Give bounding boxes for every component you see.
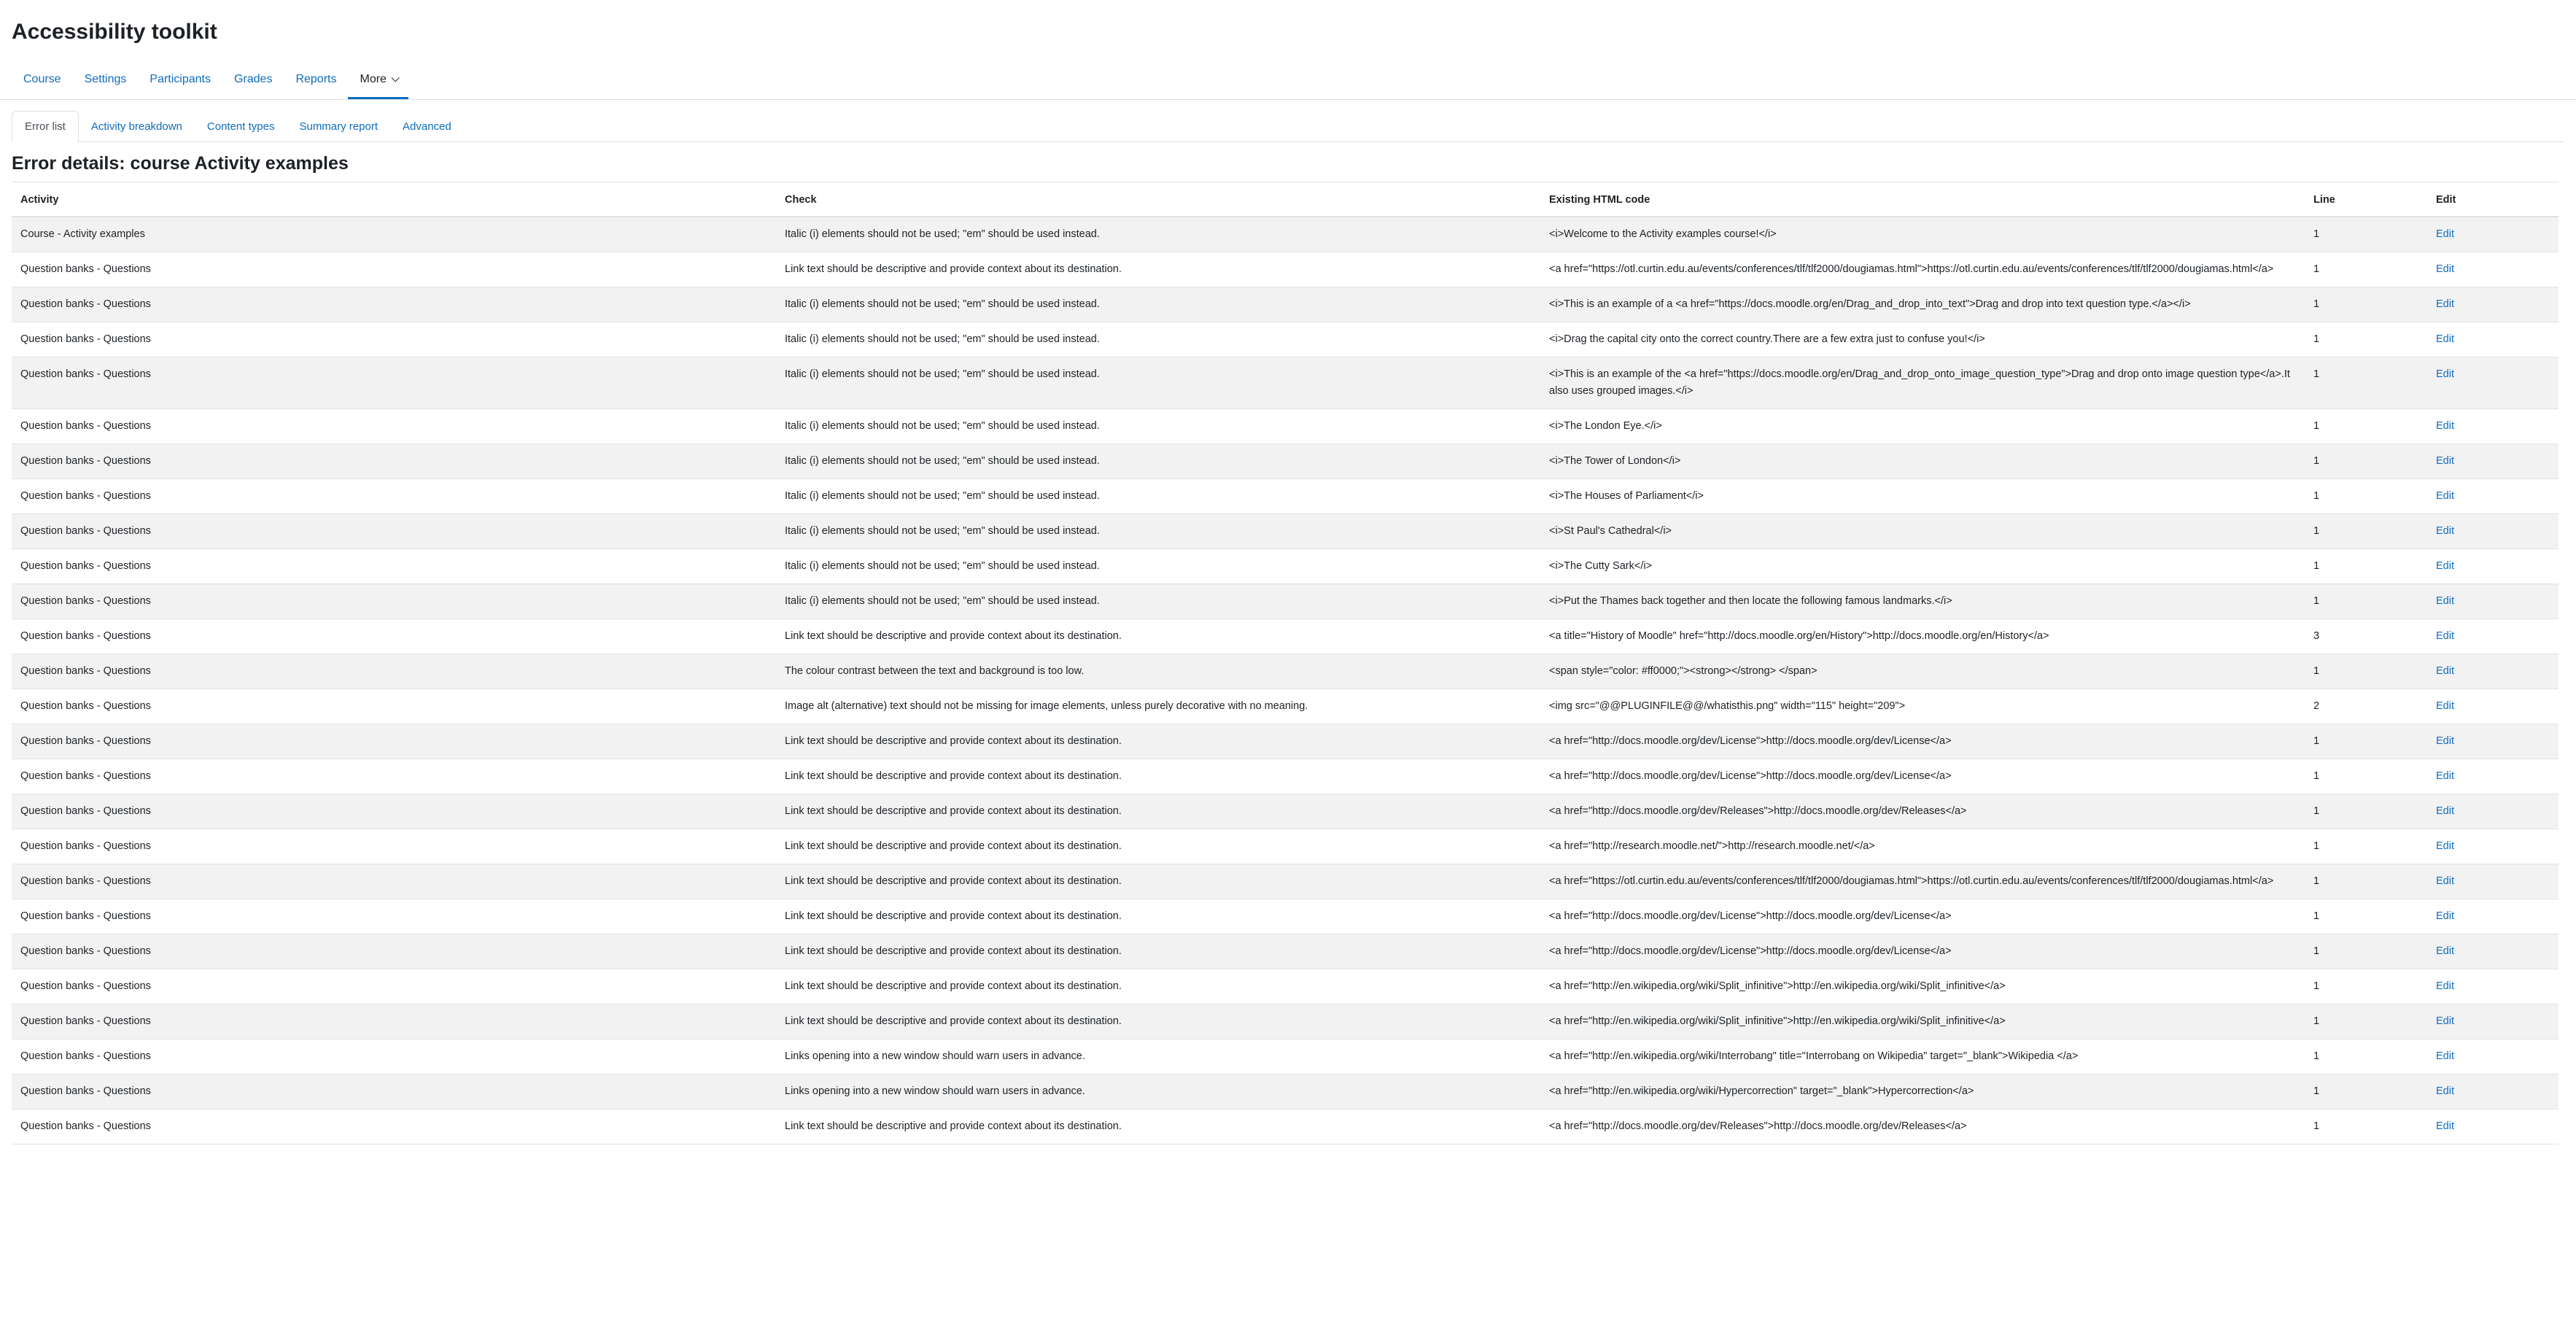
edit-cell [2427, 322, 2558, 357]
html-cell: <a href="https://otl.curtin.edu.au/events/conferences/tlf/tlf2000/dougiamas.html">https://otl.curtin.edu.au/events/conferences/tlf/tlf2000/dougiamas.html</a> [1540, 252, 2305, 287]
line-cell: 1 [2305, 899, 2427, 934]
edit-link[interactable]: Edit [2436, 700, 2454, 712]
activity-cell: Question banks - Questions [12, 864, 776, 899]
activity-cell: Question banks - Questions [12, 1039, 776, 1074]
check-cell: Link text should be descriptive and provide context about its destination. [776, 934, 1540, 969]
activity-cell: Question banks - Questions [12, 479, 776, 514]
line-cell: 1 [2305, 1004, 2427, 1039]
activity-cell: Question banks - Questions [12, 1074, 776, 1109]
check-cell: Link text should be descriptive and provide context about its destination. [776, 759, 1540, 794]
edit-cell [2427, 829, 2558, 864]
edit-link[interactable]: Edit [2436, 875, 2454, 887]
tab-advanced[interactable]: Advanced [403, 120, 451, 133]
edit-cell [2427, 969, 2558, 1004]
activity-cell: Question banks - Questions [12, 409, 776, 444]
table-row [12, 357, 2558, 409]
edit-cell [2427, 252, 2558, 287]
activity-cell: Question banks - Questions [12, 252, 776, 287]
edit-link[interactable]: Edit [2436, 735, 2454, 747]
line-cell: 3 [2305, 619, 2427, 654]
activity-cell: Question banks - Questions [12, 322, 776, 357]
table-row [12, 1004, 2558, 1039]
table-row [12, 217, 2558, 252]
edit-link[interactable]: Edit [2436, 490, 2454, 502]
line-cell: 1 [2305, 409, 2427, 444]
html-cell: <a href="http://docs.moodle.org/dev/License">http://docs.moodle.org/dev/License</a> [1540, 724, 2305, 759]
html-cell: <a title="History of Moodle" href="http://docs.moodle.org/en/History">http://docs.moodle.org/en/History</a> [1540, 619, 2305, 654]
html-cell: <i>The London Eye.</i> [1540, 409, 2305, 444]
table-row [12, 1074, 2558, 1109]
edit-cell [2427, 584, 2558, 619]
edit-cell [2427, 899, 2558, 934]
activity-cell: Question banks - Questions [12, 969, 776, 1004]
html-cell: <a href="http://docs.moodle.org/dev/License">http://docs.moodle.org/dev/License</a> [1540, 759, 2305, 794]
line-cell: 2 [2305, 689, 2427, 724]
html-cell: <i>The Cutty Sark</i> [1540, 549, 2305, 584]
activity-cell: Question banks - Questions [12, 619, 776, 654]
html-cell: <a href="https://otl.curtin.edu.au/events/conferences/tlf/tlf2000/dougiamas.html">https://otl.curtin.edu.au/events/conferences/tlf/tlf2000/dougiamas.html</a> [1540, 864, 2305, 899]
check-cell: Links opening into a new window should warn users in advance. [776, 1074, 1540, 1109]
edit-link[interactable]: Edit [2436, 333, 2454, 345]
html-cell: <i>Drag the capital city onto the correct country.There are a few extra just to confuse you!</i> [1540, 322, 2305, 357]
table-header-row [12, 182, 2558, 217]
html-cell: <i>The Tower of London</i> [1540, 444, 2305, 479]
table-row [12, 724, 2558, 759]
page-title: Accessibility toolkit [12, 20, 217, 44]
tab-summary-report[interactable]: Summary report [299, 120, 378, 133]
edit-cell [2427, 654, 2558, 689]
line-cell: 1 [2305, 654, 2427, 689]
edit-link[interactable]: Edit [2436, 525, 2454, 537]
edit-cell [2427, 934, 2558, 969]
check-cell: Italic (i) elements should not be used; "em" should be used instead. [776, 479, 1540, 514]
edit-link[interactable]: Edit [2436, 228, 2454, 240]
table-row [12, 287, 2558, 322]
check-cell: Italic (i) elements should not be used; "em" should be used instead. [776, 322, 1540, 357]
activity-cell: Question banks - Questions [12, 724, 776, 759]
edit-link[interactable]: Edit [2436, 368, 2454, 380]
line-cell: 1 [2305, 479, 2427, 514]
table-row [12, 322, 2558, 357]
tab-content-types[interactable]: Content types [206, 120, 275, 133]
edit-link[interactable]: Edit [2436, 1015, 2454, 1027]
edit-cell [2427, 794, 2558, 829]
check-cell: Italic (i) elements should not be used; "em" should be used instead. [776, 217, 1540, 252]
column-header-html[interactable]: Existing HTML code [1540, 182, 2305, 217]
edit-link[interactable]: Edit [2436, 665, 2454, 677]
nav-item-course[interactable]: Course [23, 72, 61, 85]
edit-link[interactable]: Edit [2436, 560, 2454, 572]
chevron-down-icon [391, 74, 399, 82]
edit-cell [2427, 1109, 2558, 1144]
check-cell: Image alt (alternative) text should not be missing for image elements, unless purely decorative with no meaning. [776, 689, 1540, 724]
check-cell: Italic (i) elements should not be used; "em" should be used instead. [776, 444, 1540, 479]
check-cell: Link text should be descriptive and provide context about its destination. [776, 794, 1540, 829]
table-row [12, 829, 2558, 864]
activity-cell: Question banks - Questions [12, 794, 776, 829]
edit-link[interactable]: Edit [2436, 263, 2454, 275]
edit-cell [2427, 759, 2558, 794]
table-row [12, 514, 2558, 549]
line-cell: 1 [2305, 322, 2427, 357]
html-cell: <a href="http://en.wikipedia.org/wiki/Split_infinitive">http://en.wikipedia.org/wiki/Split_infinitive</a> [1540, 1004, 2305, 1039]
check-cell: Italic (i) elements should not be used; "em" should be used instead. [776, 357, 1540, 409]
nav-item-reports[interactable]: Reports [295, 72, 337, 85]
edit-link[interactable]: Edit [2436, 910, 2454, 922]
line-cell: 1 [2305, 444, 2427, 479]
error-table-body [12, 217, 2558, 1144]
table-row [12, 444, 2558, 479]
line-cell: 1 [2305, 724, 2427, 759]
edit-cell [2427, 514, 2558, 549]
edit-cell [2427, 619, 2558, 654]
check-cell: Link text should be descriptive and provide context about its destination. [776, 969, 1540, 1004]
edit-link[interactable]: Edit [2436, 1085, 2454, 1097]
edit-link[interactable]: Edit [2436, 770, 2454, 782]
edit-cell [2427, 1074, 2558, 1109]
check-cell: Link text should be descriptive and provide context about its destination. [776, 864, 1540, 899]
line-cell: 1 [2305, 934, 2427, 969]
activity-cell: Course - Activity examples [12, 217, 776, 252]
check-cell: Italic (i) elements should not be used; "em" should be used instead. [776, 584, 1540, 619]
edit-cell [2427, 479, 2558, 514]
edit-cell [2427, 444, 2558, 479]
edit-cell [2427, 864, 2558, 899]
edit-cell [2427, 689, 2558, 724]
edit-link[interactable]: Edit [2436, 298, 2454, 310]
column-header-activity[interactable]: Activity [12, 182, 776, 217]
check-cell: The colour contrast between the text and background is too low. [776, 654, 1540, 689]
check-cell: Link text should be descriptive and provide context about its destination. [776, 1004, 1540, 1039]
edit-cell [2427, 549, 2558, 584]
edit-cell [2427, 357, 2558, 409]
edit-link[interactable]: Edit [2436, 420, 2454, 432]
edit-link[interactable]: Edit [2436, 945, 2454, 957]
activity-cell: Question banks - Questions [12, 759, 776, 794]
activity-cell: Question banks - Questions [12, 357, 776, 409]
nav-item-more-label: More [360, 72, 387, 85]
nav-divider [0, 99, 2576, 100]
html-cell: <span style="color: #ff0000;"><strong></strong> </span> [1540, 654, 2305, 689]
check-cell: Link text should be descriptive and provide context about its destination. [776, 1109, 1540, 1144]
line-cell: 1 [2305, 252, 2427, 287]
table-row [12, 1109, 2558, 1144]
edit-link[interactable]: Edit [2436, 1120, 2454, 1132]
column-header-line[interactable]: Line [2305, 182, 2427, 217]
activity-cell: Question banks - Questions [12, 654, 776, 689]
check-cell: Link text should be descriptive and provide context about its destination. [776, 829, 1540, 864]
edit-cell [2427, 287, 2558, 322]
activity-cell: Question banks - Questions [12, 287, 776, 322]
nav-item-more[interactable] [348, 61, 408, 99]
table-row [12, 584, 2558, 619]
html-cell: <i>Welcome to the Activity examples course!</i> [1540, 217, 2305, 252]
nav-item-settings[interactable]: Settings [84, 72, 127, 85]
table-row [12, 864, 2558, 899]
html-cell: <a href="http://en.wikipedia.org/wiki/Hypercorrection" target="_blank">Hypercorrection</a> [1540, 1074, 2305, 1109]
edit-link[interactable]: Edit [2436, 840, 2454, 852]
edit-link[interactable]: Edit [2436, 805, 2454, 817]
html-cell: <a href="http://en.wikipedia.org/wiki/Split_infinitive">http://en.wikipedia.org/wiki/Split_infinitive</a> [1540, 969, 2305, 1004]
edit-cell [2427, 724, 2558, 759]
activity-cell: Question banks - Questions [12, 444, 776, 479]
activity-cell: Question banks - Questions [12, 584, 776, 619]
html-cell: <img src="@@PLUGINFILE@@/whatisthis.png" width="115" height="209"> [1540, 689, 2305, 724]
error-table-container [12, 182, 2558, 1144]
table-row [12, 619, 2558, 654]
activity-cell: Question banks - Questions [12, 1004, 776, 1039]
html-cell: <a href="http://docs.moodle.org/dev/Releases">http://docs.moodle.org/dev/Releases</a> [1540, 1109, 2305, 1144]
line-cell: 1 [2305, 1109, 2427, 1144]
check-cell: Italic (i) elements should not be used; "em" should be used instead. [776, 409, 1540, 444]
html-cell: <i>The Houses of Parliament</i> [1540, 479, 2305, 514]
activity-cell: Question banks - Questions [12, 899, 776, 934]
table-row [12, 969, 2558, 1004]
check-cell: Links opening into a new window should warn users in advance. [776, 1039, 1540, 1074]
edit-link[interactable]: Edit [2436, 455, 2454, 467]
edit-link[interactable]: Edit [2436, 595, 2454, 607]
html-cell: <a href="http://docs.moodle.org/dev/Releases">http://docs.moodle.org/dev/Releases</a> [1540, 794, 2305, 829]
tab-activity-breakdown[interactable]: Activity breakdown [90, 120, 182, 133]
line-cell: 1 [2305, 1074, 2427, 1109]
section-heading: Error details: course Activity examples [12, 153, 349, 174]
check-cell: Link text should be descriptive and provide context about its destination. [776, 724, 1540, 759]
line-cell: 1 [2305, 287, 2427, 322]
check-cell: Link text should be descriptive and provide context about its destination. [776, 619, 1540, 654]
table-row [12, 689, 2558, 724]
edit-link[interactable]: Edit [2436, 1050, 2454, 1062]
table-row [12, 479, 2558, 514]
check-cell: Link text should be descriptive and provide context about its destination. [776, 899, 1540, 934]
html-cell: <a href="http://docs.moodle.org/dev/License">http://docs.moodle.org/dev/License</a> [1540, 934, 2305, 969]
check-cell: Italic (i) elements should not be used; "em" should be used instead. [776, 514, 1540, 549]
report-tabs [12, 111, 2564, 142]
activity-cell: Question banks - Questions [12, 549, 776, 584]
line-cell: 1 [2305, 864, 2427, 899]
line-cell: 1 [2305, 969, 2427, 1004]
check-cell: Link text should be descriptive and provide context about its destination. [776, 252, 1540, 287]
line-cell: 1 [2305, 584, 2427, 619]
nav-item-participants[interactable]: Participants [150, 72, 211, 85]
activity-cell: Question banks - Questions [12, 514, 776, 549]
tab-error-list[interactable]: Error list [12, 111, 79, 142]
html-cell: <a href="http://research.moodle.net/">http://research.moodle.net/</a> [1540, 829, 2305, 864]
html-cell: <i>This is an example of the <a href="https://docs.moodle.org/en/Drag_and_drop_onto_image_question_type">Drag and drop onto image question type</a>.It also uses grouped images.</i> [1540, 357, 2305, 409]
line-cell: 1 [2305, 357, 2427, 409]
table-row [12, 252, 2558, 287]
line-cell: 1 [2305, 217, 2427, 252]
check-cell: Italic (i) elements should not be used; "em" should be used instead. [776, 549, 1540, 584]
html-cell: <i>This is an example of a <a href="https://docs.moodle.org/en/Drag_and_drop_into_text">Drag and drop into text question type.</a></i> [1540, 287, 2305, 322]
table-row [12, 899, 2558, 934]
edit-cell [2427, 1039, 2558, 1074]
column-header-check[interactable]: Check [776, 182, 1540, 217]
column-header-edit: Edit [2427, 182, 2558, 217]
table-row [12, 759, 2558, 794]
table-row [12, 934, 2558, 969]
check-cell: Italic (i) elements should not be used; "em" should be used instead. [776, 287, 1540, 322]
line-cell: 1 [2305, 829, 2427, 864]
edit-link[interactable]: Edit [2436, 980, 2454, 992]
line-cell: 1 [2305, 549, 2427, 584]
activity-cell: Question banks - Questions [12, 1109, 776, 1144]
secondary-navigation [12, 61, 408, 99]
line-cell: 1 [2305, 514, 2427, 549]
edit-cell [2427, 409, 2558, 444]
nav-item-grades[interactable]: Grades [233, 72, 273, 85]
html-cell: <a href="http://docs.moodle.org/dev/License">http://docs.moodle.org/dev/License</a> [1540, 899, 2305, 934]
edit-cell [2427, 217, 2558, 252]
edit-cell [2427, 1004, 2558, 1039]
error-table [12, 182, 2558, 1144]
html-cell: <a href="http://en.wikipedia.org/wiki/Interrobang" title="Interrobang on Wikipedia" target="_blank">Wikipedia </a> [1540, 1039, 2305, 1074]
table-row [12, 549, 2558, 584]
table-row [12, 1039, 2558, 1074]
html-cell: <i>Put the Thames back together and then locate the following famous landmarks.</i> [1540, 584, 2305, 619]
line-cell: 1 [2305, 1039, 2427, 1074]
edit-link[interactable]: Edit [2436, 630, 2454, 642]
activity-cell: Question banks - Questions [12, 934, 776, 969]
table-row [12, 654, 2558, 689]
html-cell: <i>St Paul's Cathedral</i> [1540, 514, 2305, 549]
line-cell: 1 [2305, 794, 2427, 829]
activity-cell: Question banks - Questions [12, 829, 776, 864]
line-cell: 1 [2305, 759, 2427, 794]
table-row [12, 409, 2558, 444]
activity-cell: Question banks - Questions [12, 689, 776, 724]
table-row [12, 794, 2558, 829]
